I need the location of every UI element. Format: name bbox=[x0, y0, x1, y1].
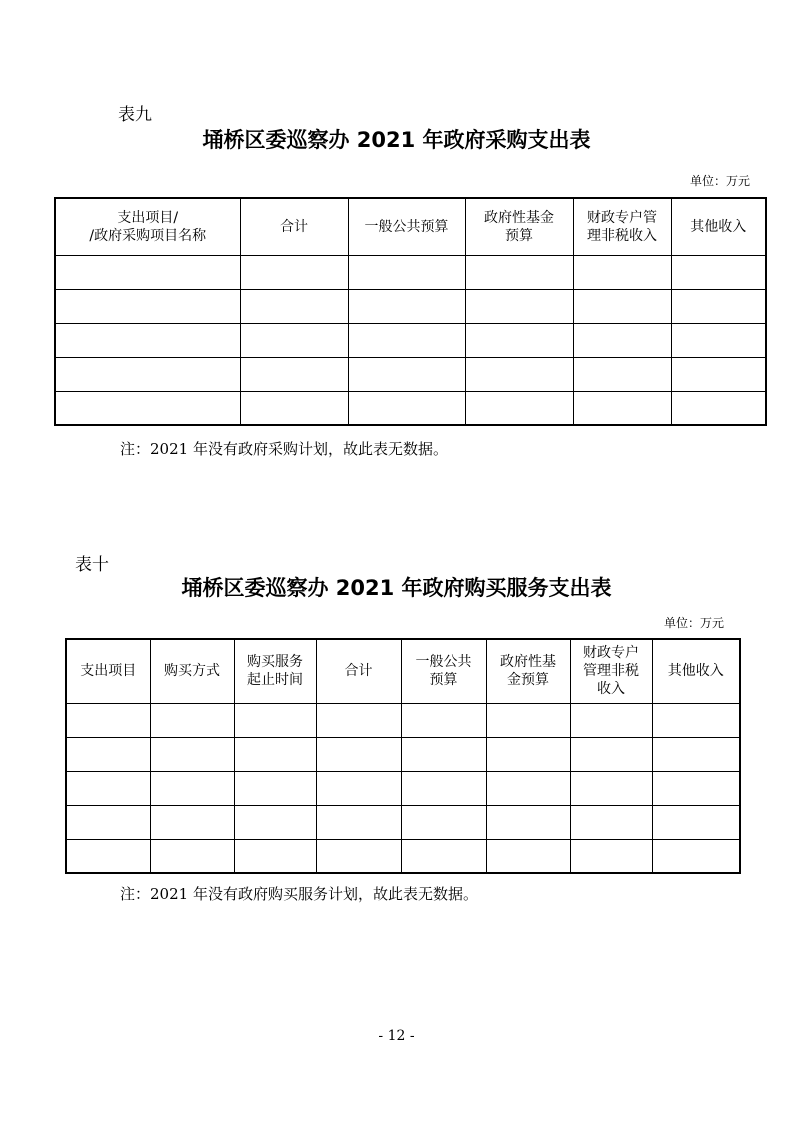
page-number: - 12 - bbox=[378, 1028, 415, 1044]
table-row bbox=[55, 255, 766, 289]
table10-header-row bbox=[66, 639, 740, 703]
table10 bbox=[65, 638, 741, 874]
table9-header-nontax: 财政专户管 理非税收入 bbox=[573, 198, 671, 255]
table-row bbox=[66, 737, 740, 771]
table-row bbox=[66, 805, 740, 839]
table10-header-fund-budget: 政府性基 金预算 bbox=[486, 639, 570, 703]
table9-header-item: 支出项目/ /政府采购项目名称 bbox=[55, 198, 240, 255]
table-row bbox=[55, 323, 766, 357]
table10-header-item: 支出项目 bbox=[66, 639, 150, 703]
table9-title: 埇桥区委巡察办 2021 年政府采购支出表 bbox=[202, 128, 591, 152]
table10-label: 表十 bbox=[75, 555, 109, 575]
table9-header-row bbox=[55, 198, 766, 255]
table9-label: 表九 bbox=[118, 105, 152, 125]
table10-note: 注：2021 年没有政府购买服务计划，故此表无数据。 bbox=[120, 885, 478, 903]
table9-unit: 单位：万元 bbox=[690, 174, 751, 188]
table10-title: 埇桥区委巡察办 2021 年政府购买服务支出表 bbox=[181, 576, 612, 600]
table10-header-period: 购买服务 起止时间 bbox=[234, 639, 316, 703]
table10-header-general-budget: 一般公共 预算 bbox=[401, 639, 486, 703]
table9 bbox=[54, 197, 767, 426]
table-row bbox=[55, 357, 766, 391]
table-row bbox=[66, 771, 740, 805]
table-row bbox=[66, 703, 740, 737]
table9-header-fund-budget: 政府性基金 预算 bbox=[465, 198, 573, 255]
table-row bbox=[55, 391, 766, 425]
table10-header-method: 购买方式 bbox=[150, 639, 234, 703]
table-row bbox=[55, 289, 766, 323]
table10-header-total: 合计 bbox=[316, 639, 401, 703]
table9-header-other: 其他收入 bbox=[671, 198, 766, 255]
table9-header-total: 合计 bbox=[240, 198, 348, 255]
table9-header-general-budget: 一般公共预算 bbox=[348, 198, 465, 255]
table10-header-nontax: 财政专户 管理非税 收入 bbox=[570, 639, 652, 703]
table9-note: 注：2021 年没有政府采购计划，故此表无数据。 bbox=[120, 440, 448, 458]
table10-unit: 单位：万元 bbox=[664, 616, 725, 630]
table-row bbox=[66, 839, 740, 873]
table10-header-other: 其他收入 bbox=[652, 639, 740, 703]
